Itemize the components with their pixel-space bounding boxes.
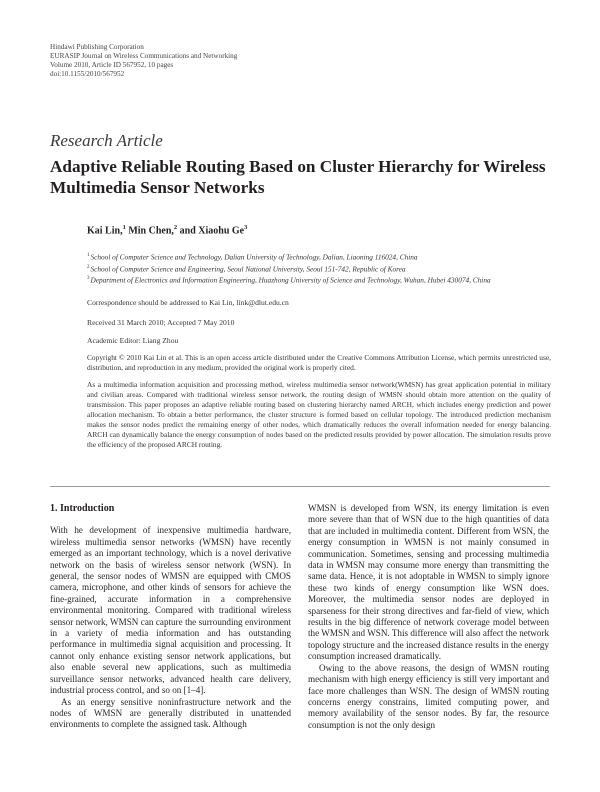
- affiliation-item: [87, 274, 517, 286]
- body-paragraph: As an energy sensitive noninfrastructure network and the nodes of WMSN are generally distributed in unattended environments to complete the assigned task. Although: [50, 696, 291, 730]
- abstract: As a multimedia information acquisition and processing method, wireless multimedia sensor network(WMSN) has great application potential in military and civilian areas. Compared with traditional wireless sensor network, the routing design of WMSN should obtain more attention on the quality of transmission. This paper proposes an adaptive reliable routing based on clustering hierarchy named ARCH, which includes energy prediction and power allocation mechanism. To obtain a better performance, the cluster structure is formed based on cellular topology. The introduced prediction mechanism makes the sensor nodes predict the remaining energy of other nodes, which dramatically reduces the overall information needed for energy balancing. ARCH can dynamically balance the energy consumption of nodes based on the predicted results provided by power allocation. The simulation results prove the efficiency of the proposed ARCH routing.: [87, 380, 551, 449]
- author-name: Min Chen,: [125, 225, 174, 237]
- affiliation-number: 2: [87, 264, 90, 270]
- copyright-notice: Copyright © 2010 Kai Lin et al. This is an open access article distributed under the Creative Commons Attribution License, which permits unrestricted use, distribution, and reproduction in any medium, provided the original work is properly cited.: [87, 353, 551, 372]
- divider: [50, 486, 550, 487]
- affiliation-text: School of Computer Science and Engineering, Seoul National University, Seoul 151-742, Republic of Korea: [90, 264, 406, 274]
- received-dates: Received 31 March 2010; Accepted 7 May 2010: [87, 318, 235, 327]
- author-affiliation-mark: 1: [122, 224, 126, 231]
- article-type: Research Article: [50, 131, 163, 150]
- author-list: [87, 224, 247, 236]
- body-paragraph: Owing to the above reasons, the design of WMSN routing mechanism with high energy efficiency is still very important and face more challenges than WSN. The design of WMSN routing concerns energy constrains, limited computing power, and memory availability of the sensor nodes. By far, the resource consumption is not the only design: [308, 662, 549, 730]
- body-column-right: [308, 503, 549, 731]
- academic-editor: Academic Editor: Liang Zhou: [87, 336, 179, 345]
- paper-title: Adaptive Reliable Routing Based on Cluster Hierarchy for Wireless Multimedia Sensor Networks: [50, 157, 546, 197]
- affiliations: [87, 251, 517, 286]
- publisher-name: Hindawi Publishing Corporation: [50, 43, 144, 51]
- journal-name: EURASIP Journal on Wireless Communications and Networking: [50, 52, 238, 60]
- body-paragraph: With he development of inexpensive multimedia hardware, wireless multimedia sensor networks (WMSN) have recently emerged as an important technology, which is a novel derivative network on the basis of wireless sensor network (WSN). In general, the sensor nodes of WMSN are equipped with CMOS camera, microphone, and other kinds of sensors for achieve the fine-grained, accurate information in a comprehensive environmental monitoring. Compared with traditional wireless sensor network, WMSN can capture the surrounding environment in a variety of media information and has outstanding performance in multimedia signal acquisition and processing. It cannot only enhance existing sensor network applications, but also enable several new applications, such as multimedia surveillance sensor networks, advanced health care delivery, industrial process control, and so on [1–4].: [50, 525, 291, 696]
- author-affiliation-mark: 3: [244, 224, 248, 231]
- body-paragraph: WMSN is developed from WSN, its energy limitation is even more severe than that of WSN due to the high quantities of data that are included in multimedia content. Different from WSN, the energy consumption in WMSN is not mainly consumed in communication. Sometimes, sensing and processing multimedia data in WMSN may consume more energy than transmitting the same data. Hence, it is not adoptable in WMSN to simply ignore these two kinds of energy consumption like WSN does. Moreover, the multimedia sensor nodes are deployed in sparseness for their strong directives and far-field of view, which results in the big difference of network coverage model between the WMSN and WSN. This difference will also affect the network topology structure and the increased distance results in the energy consumption increased dramatically.: [308, 503, 549, 662]
- affiliation-number: 1: [87, 253, 90, 258]
- affiliation-text: Department of Electronics and Information Engineering, Huazhong University of Science and Technology, Wuhan, Hubei 430074, China: [90, 275, 491, 285]
- journal-header: [50, 43, 237, 79]
- body-column-left: [50, 503, 291, 731]
- author-affiliation-mark: 2: [173, 224, 178, 231]
- affiliation-item: [87, 251, 517, 263]
- section-heading: 1. Introduction: [50, 503, 115, 514]
- correspondence: Correspondence should be addressed to Kai Lin, link@dlut.edu.cn: [87, 298, 289, 307]
- affiliation-text: School of Computer Science and Technology, Dalian University of Technology, Dalian, Liaoning 116024, China: [90, 252, 418, 262]
- affiliation-number: 3: [87, 276, 90, 282]
- doi[interactable]: doi:10.1155/2010/567952: [50, 70, 125, 78]
- affiliation-item: [87, 263, 517, 275]
- volume-info: Volume 2010, Article ID 567952, 10 pages: [50, 61, 174, 69]
- author-name: and Xiaohu Ge: [177, 225, 245, 237]
- author-name: Kai Lin,: [87, 225, 123, 237]
